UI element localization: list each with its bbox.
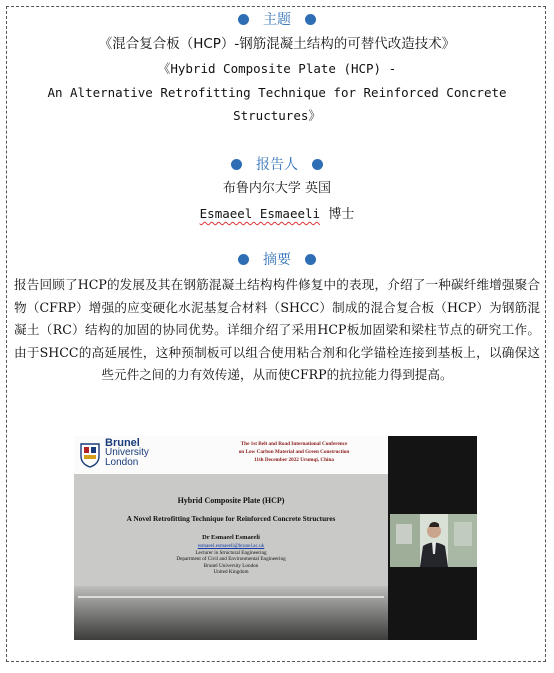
- conference-info: [204, 440, 384, 464]
- bullet-dot-icon: [305, 254, 316, 265]
- speaker-heading-label: 报告人: [256, 157, 298, 173]
- slide-subtitle: A Novel Retrofitting Technique for Reinforced Concrete Structures: [126, 514, 336, 523]
- speaker-affiliation: 布鲁内尔大学 英国: [222, 181, 332, 196]
- lecture-video-screenshot: [74, 436, 477, 640]
- bullet-dot-icon: [231, 159, 242, 170]
- abstract-heading-label: 摘要: [263, 252, 291, 268]
- speaker-webcam-view: [390, 514, 477, 567]
- topic-title-en-line-3: Structures》: [233, 108, 321, 123]
- topic-title-cn: 《混合复合板（HCP）-钢筋混凝土结构的可替代改造技术》: [98, 36, 456, 52]
- slide-department: Department of Civil and Environmental Engineering: [176, 556, 286, 563]
- slide-background-photo: [74, 586, 388, 640]
- bullet-dot-icon: [305, 14, 316, 25]
- slide-title: Hybrid Composite Plate (HCP): [177, 496, 285, 505]
- speaker-heading: [0, 156, 554, 174]
- slide-email: esmaeel.esmaeeli@brunel.ac.uk: [197, 543, 265, 549]
- speaker-line: [0, 203, 554, 226]
- slide-country: United Kingdom: [213, 569, 249, 576]
- logo-line-2: University: [105, 447, 149, 458]
- logo-line-1: Brunel: [105, 437, 140, 449]
- topic-heading: [0, 11, 554, 29]
- topic-title-en-line-2: An Alternative Retrofitting Technique for Reinforced Concrete: [47, 85, 507, 100]
- slide-presenter: Dr Esmaeel Esmaeeli: [202, 534, 260, 541]
- logo-line-3: London: [105, 457, 139, 468]
- bullet-dot-icon: [238, 14, 249, 25]
- speaker-webcam-icon: [390, 514, 477, 567]
- abstract-text: 报告回顾了HCP的发展及其在钢筋混凝土结构构件修复中的表现，介绍了一种碳纤维增强聚合物（CFRP）增强的应变硬化水泥基复合材料（SHCC）制成的混合复合板（HCP）为钢筋混凝土（RC）结构的加固的协同优势。详细介绍了采用HCP板加固梁和梁柱节点的研究工作。由于SHCC的高延展性，这种预制板可以组合使用粘合剂和化学锚栓连接到基板上，以确保这些元件之间的力有效传递，从而使CFRP的抗拉能力得到提高。: [14, 277, 540, 383]
- abstract-heading: [0, 251, 554, 269]
- slide-contact: [74, 543, 388, 576]
- speaker-title: 博士: [328, 207, 355, 222]
- bullet-dot-icon: [238, 254, 249, 265]
- presentation-slide: [74, 436, 388, 640]
- bullet-dot-icon: [312, 159, 323, 170]
- speaker-name: Esmaeel Esmaeeli: [199, 206, 321, 221]
- conference-line-3: 11th December 2022 Urumqi, China: [254, 457, 334, 463]
- slide-background-beam: [78, 596, 384, 598]
- topic-title-en-line-1: 《Hybrid Composite Plate (HCP) -: [157, 61, 397, 76]
- slide-university: Brunel University London: [203, 562, 259, 569]
- conference-line-2: on Low Carbon Material and Green Construction: [238, 449, 350, 455]
- university-crest-icon: [79, 442, 101, 468]
- conference-line-1: The 1st Belt and Road International Conference: [240, 441, 348, 447]
- slide-role: Lecturer in Structural Engineering: [195, 549, 267, 556]
- topic-heading-label: 主题: [263, 12, 291, 28]
- university-logo: [105, 438, 149, 468]
